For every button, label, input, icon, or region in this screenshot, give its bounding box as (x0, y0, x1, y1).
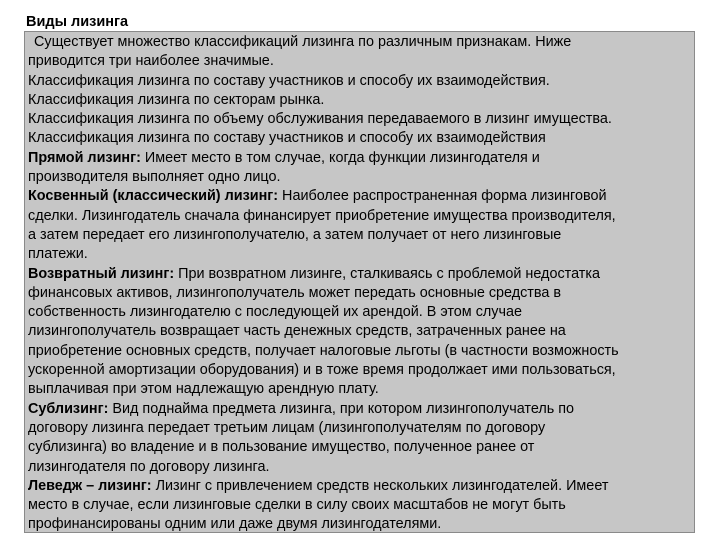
classification-item: Классификация лизинга по секторам рынка. (28, 91, 325, 108)
definition-text: Лизинг с привлечением средств нескольких лизингодателей. Имеет (151, 477, 609, 494)
definition-sublease-line: сублизинга) во владение и в пользование имущество, полученное ранее от (28, 439, 535, 456)
definition-text: Наиболее распространенная форма лизинговой (278, 188, 607, 205)
definition-leaseback-line: ускоренной амортизации оборудования) и в тоже время продолжает ими пользоваться, (28, 362, 616, 379)
term-indirect: Косвенный (классический) лизинг: (28, 188, 279, 205)
definition-leveraged-line: место в случае, если лизинговые сделки в силу своих масштабов не могут быть (28, 497, 566, 514)
definition-leaseback-line: выплачивая при этом надлежащую арендную плату. (28, 381, 379, 398)
slide-title: Виды лизинга (26, 14, 129, 30)
definition-indirect-line: платежи. (28, 246, 88, 263)
definition-leaseback-line: собственность лизингодателю с последующей их арендой. В этом случае (28, 304, 522, 321)
term-direct: Прямой лизинг: (28, 149, 141, 166)
content-textbox (24, 31, 695, 533)
intro-line: приводится три наиболее значимые. (28, 53, 274, 70)
definition-direct-line: производителя выполняет одно лицо. (28, 169, 281, 186)
classification-item: Классификация лизинга по объему обслуживания передаваемого в лизинг имущества. (28, 111, 612, 128)
definition-text: При возвратном лизинге, сталкиваясь с проблемой недостатка (174, 265, 600, 282)
definition-leaseback-line: приобретение основных средств, получает налоговые льготы (в частности возможность (28, 342, 619, 359)
definition-text: Вид поднайма предмета лизинга, при котором лизингополучатель по (108, 400, 575, 417)
definition-indirect-line: а затем передает его лизингополучателю, а затем получает от него лизинговые (28, 226, 562, 243)
definition-leaseback-line: финансовых активов, лизингополучатель может передать основные средства в (28, 284, 562, 301)
definition-sublease-line: договору лизинга передает третьим лицам (лизингополучателям по договору (28, 419, 546, 436)
definition-indirect-line: сделки. Лизингодатель сначала финансирует приобретение имущества производителя, (28, 207, 616, 224)
term-sublease: Сублизинг: (28, 400, 109, 417)
definition-leveraged-line (28, 477, 694, 496)
classification-item: Классификация лизинга по составу участников и способу их взаимодействия. (28, 72, 550, 89)
definition-leveraged-line: профинансированы одним или даже двумя лизингодателями. (28, 516, 442, 533)
definition-leaseback-line (28, 265, 694, 284)
definition-indirect-line (28, 187, 694, 206)
definition-direct-line (28, 149, 694, 168)
definition-sublease-line: лизингодателя по договору лизинга. (28, 458, 270, 475)
definition-sublease-line (28, 400, 694, 419)
definition-text: Имеет место в том случае, когда функции лизингодателя и (140, 149, 540, 166)
classification-item: Классификация лизинга по составу участников и способу их взаимодействия (28, 130, 546, 147)
term-leveraged: Леведж – лизинг: (28, 477, 152, 494)
intro-line: Существует множество классификаций лизинга по различным признакам. Ниже (34, 34, 572, 50)
definition-leaseback-line: лизингополучатель возвращает часть денежных средств, затраченных ранее на (28, 323, 566, 340)
term-leaseback: Возвратный лизинг: (28, 265, 175, 282)
